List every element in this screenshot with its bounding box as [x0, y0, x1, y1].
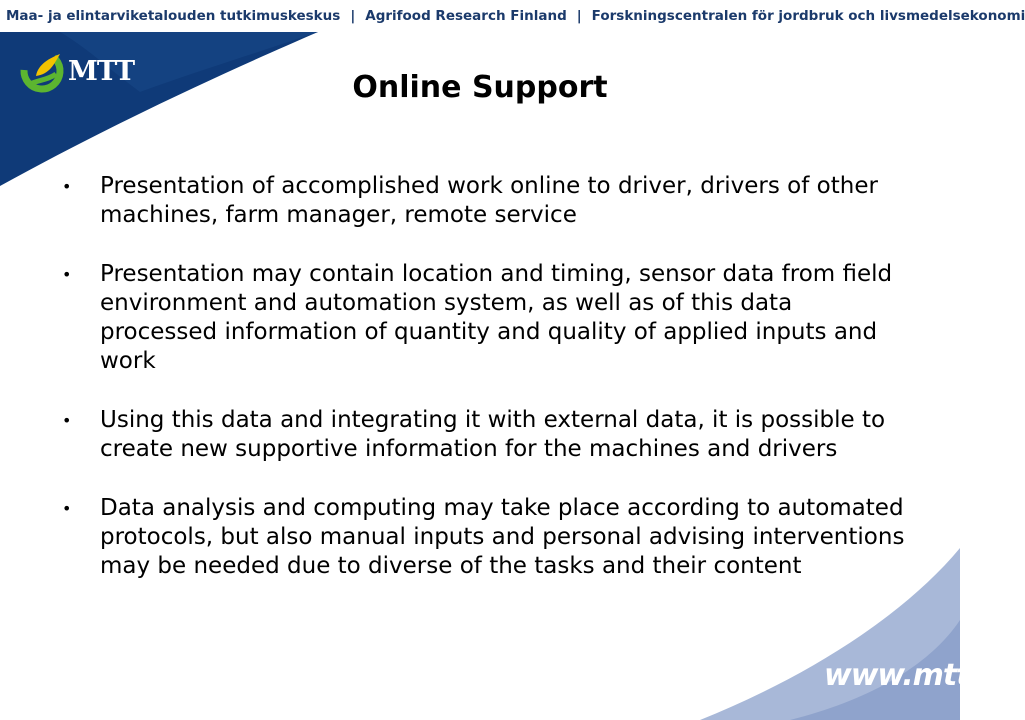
header-bar [0, 0, 1025, 32]
slide-title: Online Support [352, 70, 608, 105]
bullet-text: Presentation may contain location and timing, sensor data from field environment and automation system, as well as of this data processed information of quantity and quality of applied inputs and work [100, 261, 893, 374]
bullet-item [62, 260, 912, 376]
bullet-text: Presentation of accomplished work online to driver, drivers of other machines, farm manager, remote service [100, 173, 878, 228]
website-url: www.mtt.fi [824, 658, 1002, 693]
bullet-text: Data analysis and computing may take place according to automated protocols, but also manual inputs and personal advising interventions may be needed due to diverse of the tasks and their content [100, 495, 905, 579]
bullet-text: Using this data and integrating it with external data, it is possible to create new supportive information for the machines and drivers [100, 407, 886, 462]
logo-text: MTT [68, 56, 135, 87]
bullet-item [62, 494, 912, 581]
bullet-dot-icon: • [62, 411, 72, 430]
header-separator: | [576, 8, 582, 24]
header-item-swedish: Forskningscentralen för jordbruk och livsmedelsekonomi [591, 8, 1025, 24]
bullet-item [62, 172, 912, 230]
header-item-english: Agrifood Research Finland [365, 8, 567, 24]
header-item-finnish: Maa- ja elintarviketalouden tutkimuskeskus [6, 8, 341, 24]
bullet-dot-icon: • [62, 265, 72, 284]
bullet-item [62, 406, 912, 464]
bullet-dot-icon: • [62, 499, 72, 518]
bullet-dot-icon: • [62, 177, 72, 196]
bullet-list [62, 172, 912, 611]
header-separator: | [350, 8, 356, 24]
